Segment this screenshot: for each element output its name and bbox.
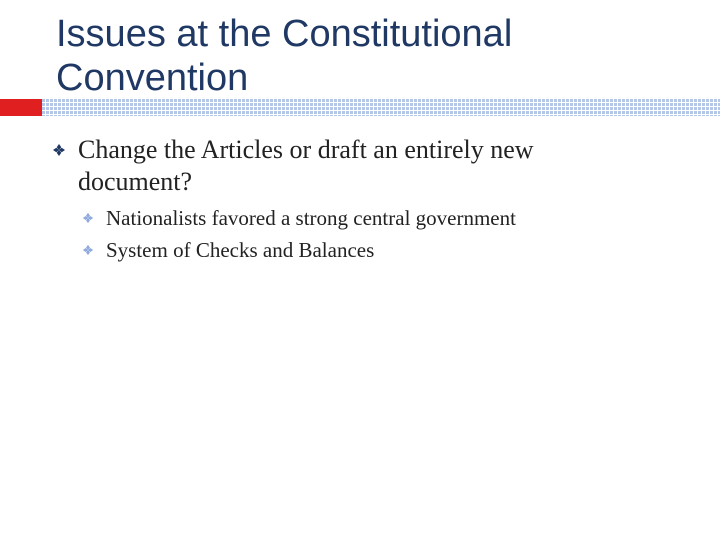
bullet-text: Change the Articles or draft an entirely new document? <box>78 135 534 196</box>
sub-bullet-text: Nationalists favored a strong central government <box>106 206 516 230</box>
bullet-list-level-1 <box>52 134 672 198</box>
list-item <box>82 236 682 264</box>
diamond-bullet-icon <box>52 134 78 157</box>
diamond-bullet-icon <box>82 204 106 224</box>
list-item <box>82 204 682 232</box>
title-accent-bar <box>0 99 42 116</box>
slide-title: Issues at the Constitutional Convention <box>56 13 513 99</box>
title-underline-grid <box>42 99 720 116</box>
sub-bullet-text: System of Checks and Balances <box>106 238 375 262</box>
diamond-bullet-icon <box>82 236 106 256</box>
title-underline-bar <box>42 99 720 116</box>
bullet-list-level-2 <box>82 204 682 268</box>
list-item <box>52 134 672 198</box>
